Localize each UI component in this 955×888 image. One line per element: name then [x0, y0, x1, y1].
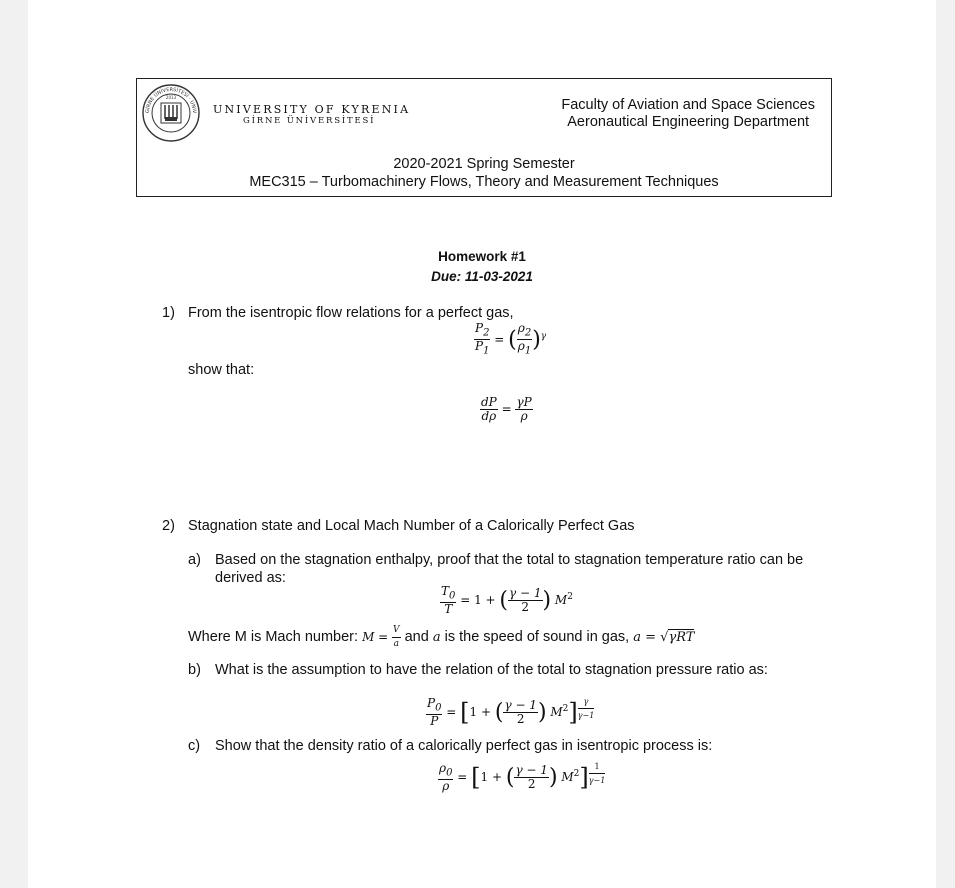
speed-of-sound-equation: a = √γRT — [633, 630, 695, 645]
document-page — [28, 0, 936, 888]
svg-text:GİRNE ÜNİVERSİTESİ · UNIVERSIT: GİRNE ÜNİVERSİTESİ · UNIV — [144, 86, 198, 114]
university-name-tr: GİRNE ÜNİVERSİTESİ — [243, 116, 376, 126]
q1-show-that: show that: — [188, 362, 255, 378]
faculty-block — [561, 97, 815, 131]
q1-target-equation: $\frac{dP}{d\rho}$ = $\frac{\gamma P}{\rho}$ — [481, 395, 532, 423]
q2a-where-text2: and — [404, 629, 429, 645]
svg-text:2013: 2013 — [165, 95, 177, 100]
university-seal-logo — [141, 83, 201, 143]
q1-given-equation: $\frac{P_2}{P_1}$ = ( $\frac{\rho_2}{\rho_1}$ )$^\gamma$ — [475, 321, 547, 357]
q2a-where-text1: Where M is Mach number: — [188, 629, 359, 645]
department-name: Aeronautical Engineering Department — [567, 114, 810, 130]
semester: 2020-2021 Spring Semester — [393, 156, 575, 172]
q2a-temperature-ratio-equation: $\frac{T_0}{T}$ = 1 + ( $\frac{\gamma - 1}{2}$ ) $M^2$ — [441, 584, 573, 617]
q2c-label: c) — [188, 738, 201, 754]
q2-number: 2) — [162, 518, 175, 534]
q1-number: 1) — [162, 305, 175, 321]
university-name-en: UNIVERSITY OF KYRENIA — [213, 103, 411, 116]
q2a-text-line1: Based on the stagnation enthalpy, proof that the total to stagnation temperature ratio can be — [215, 552, 804, 568]
q2c-density-ratio-equation: $\frac{\rho_0}{\rho}$ = [1 + ( $\frac{\gamma - 1}{2}$ ) $M^2$] $^{\frac{1}{\gamma-1}}$ — [439, 760, 606, 794]
q2c-text: Show that the density ratio of a calorically perfect gas in isentropic process is: — [215, 738, 713, 754]
q2b-text: What is the assumption to have the relation of the total to stagnation pressure ratio as: — [215, 662, 768, 678]
homework-due-date: Due: 11-03-2021 — [431, 269, 533, 284]
q2b-label: b) — [188, 662, 201, 678]
q2a-text-line2: derived as: — [215, 570, 286, 586]
course-block — [137, 155, 831, 191]
q2a-label: a) — [188, 552, 201, 568]
mach-definition: M = $\frac{V}{a}$ — [362, 625, 400, 649]
q2b-pressure-ratio-equation: $\frac{P_0}{P}$ = [1 + ( $\frac{\gamma - 1}{2}$ ) $M^2$] $^{\frac{\gamma}{\gamma-1}}$ — [427, 695, 595, 729]
q2a-where-text3: is the speed of sound in gas, — [444, 629, 630, 645]
course-title: MEC315 – Turbomachinery Flows, Theory and Measurement Techniques — [249, 174, 719, 190]
faculty-name: Faculty of Aviation and Space Sciences — [561, 97, 815, 113]
q2-text: Stagnation state and Local Mach Number of a Calorically Perfect Gas — [188, 518, 635, 534]
q2a-where-line: Where M is Mach number: M = $\frac{V}{a}$ and a is the speed of sound in gas, a = √γRT — [188, 625, 695, 649]
header-box — [136, 78, 832, 197]
homework-title: Homework #1 — [438, 249, 526, 264]
q1-text: From the isentropic flow relations for a perfect gas, — [188, 305, 514, 321]
